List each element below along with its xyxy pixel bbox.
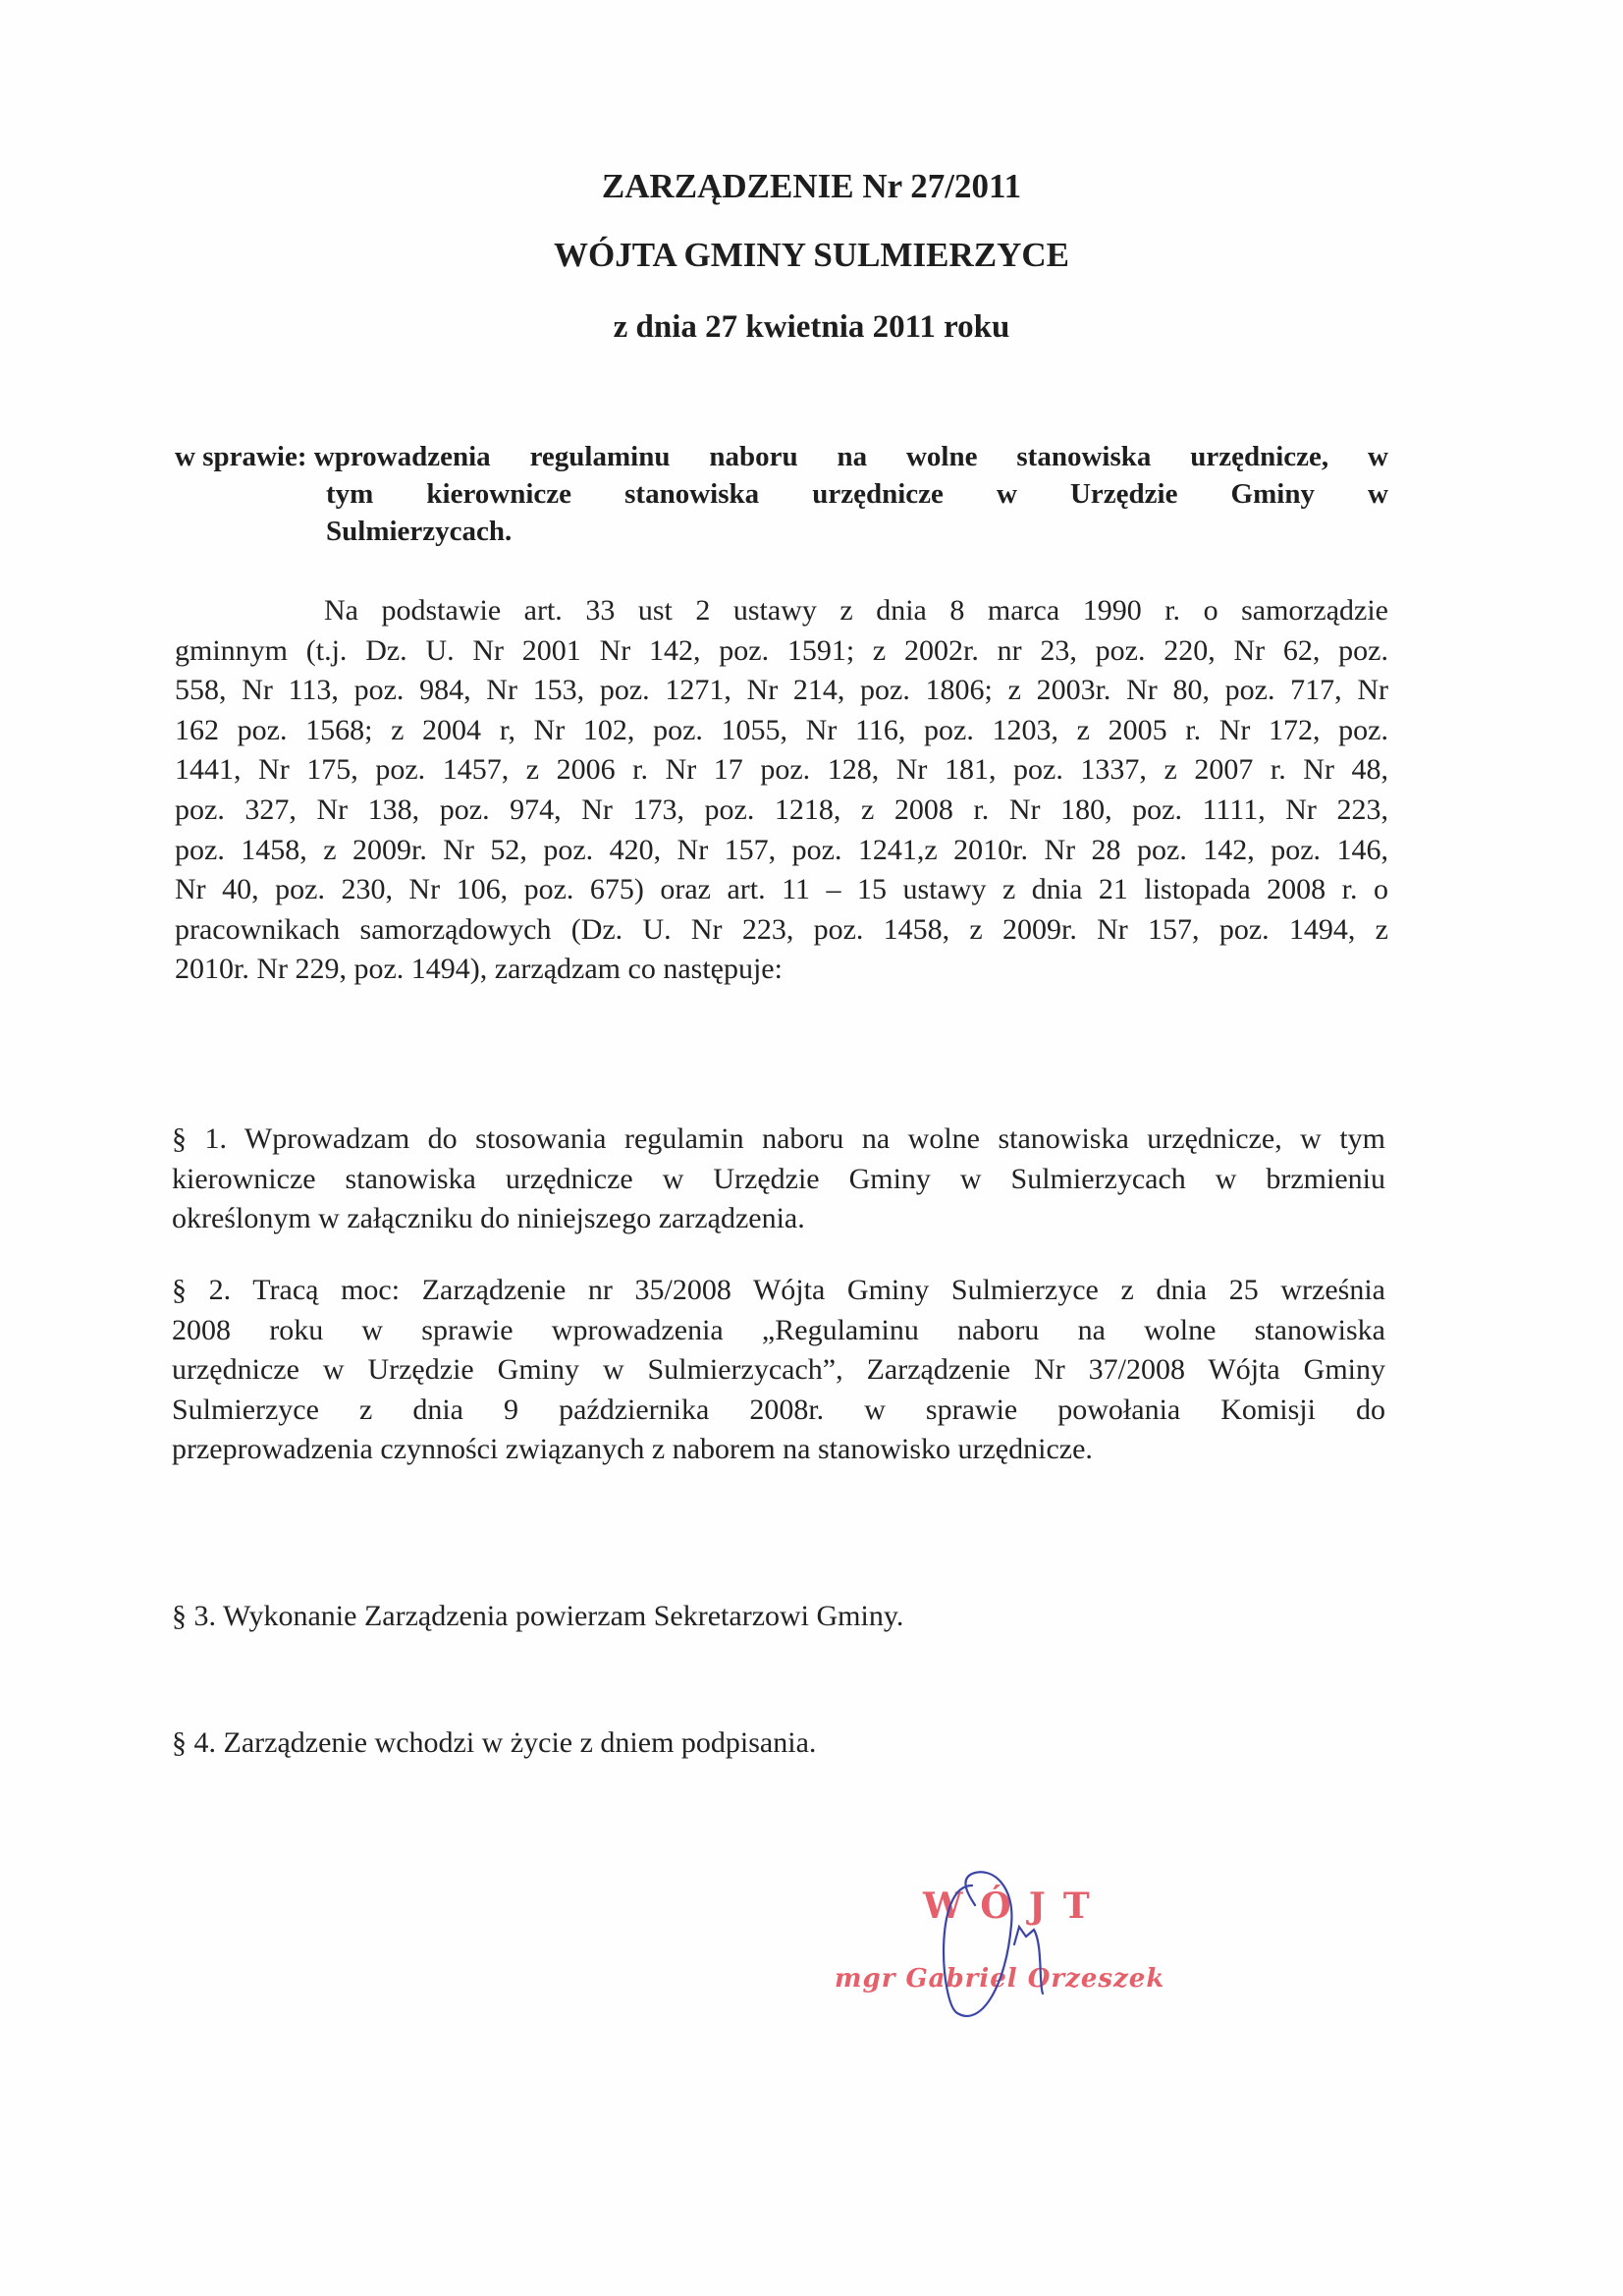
signature-loop (944, 1872, 1011, 2016)
legal-basis-line: 1441, Nr 175, poz. 1457, z 2006 r. Nr 17 poz. 128, Nr 181, poz. 1337, z 2007 r. Nr 48, (175, 753, 1388, 787)
section-line: § 3. Wykonanie Zarządzenia powierzam Sekretarzowi Gminy. (172, 1600, 904, 1632)
section-line: § 2. Tracą moc: Zarządzenie nr 35/2008 Wójta Gminy Sulmierzyce z dnia 25 września (172, 1274, 1385, 1306)
section-line: Sulmierzyce z dnia 9 października 2008r. w sprawie powołania Komisji do (172, 1393, 1385, 1426)
section-line: urzędnicze w Urzędzie Gminy w Sulmierzycach”, Zarządzenie Nr 37/2008 Wójta Gminy (172, 1353, 1385, 1387)
subject-line: wprowadzenia regulaminu naboru na wolne stanowiska urzędnicze, w (313, 441, 1388, 472)
document-title: ZARZĄDZENIE Nr 27/2011 (601, 167, 1022, 205)
section-2 (172, 1271, 1385, 1470)
legal-basis-line: pracownikach samorządowych (Dz. U. Nr 223, poz. 1458, z 2009r. Nr 157, poz. 1494, z (175, 912, 1388, 946)
legal-basis-line: gminnym (t.j. Dz. U. Nr 2001 Nr 142, poz. 1591; z 2002r. nr 23, poz. 220, Nr 62, poz. (175, 633, 1388, 667)
legal-basis-paragraph (175, 591, 1388, 990)
section-3 (172, 1597, 1385, 1637)
legal-basis-line: 2010r. Nr 229, poz. 1494), zarządzam co następuje: (175, 953, 783, 986)
subject-block (175, 438, 1388, 550)
legal-basis-line: Nr 40, poz. 230, Nr 106, poz. 675) oraz art. 11 – 15 ustawy z dnia 21 listopada 2008 r. o (175, 873, 1388, 906)
handwritten-signature (825, 1846, 1159, 2023)
issuing-authority: WÓJTA GMINY SULMIERZYCE (553, 236, 1070, 274)
legal-basis-line: 558, Nr 113, poz. 984, Nr 153, poz. 1271, Nr 214, poz. 1806; z 2003r. Nr 80, poz. 717, Nr (175, 674, 1388, 707)
section-line: § 1. Wprowadzam do stosowania regulamin naboru na wolne stanowiska urzędnicze, w tym (172, 1122, 1385, 1155)
section-4 (172, 1723, 1385, 1764)
section-line: 2008 roku w sprawie wprowadzenia „Regulaminu naboru na wolne stanowiska (172, 1313, 1385, 1346)
section-line: § 4. Zarządzenie wchodzi w życie z dniem podpisania. (172, 1726, 817, 1759)
document-date: z dnia 27 kwietnia 2011 roku (613, 309, 1010, 345)
signature-block (825, 1846, 1165, 2023)
stamp-name: mgr Gabriel Orzeszek (835, 1964, 1165, 1994)
section-line: kierownicze stanowiska urzędnicze w Urzędzie Gminy w Sulmierzycach w brzmieniu (172, 1162, 1385, 1195)
legal-basis-line: Na podstawie art. 33 ust 2 ustawy z dnia 8 marca 1990 r. o samorządzie (324, 594, 1388, 627)
section-line: przeprowadzenia czynności związanych z naborem na stanowisko urzędnicze. (172, 1433, 1093, 1466)
subject-line: tym kierownicze stanowiska urzędnicze w Urzędzie Gminy w (326, 478, 1388, 510)
legal-basis-line: poz. 1458, z 2009r. Nr 52, poz. 420, Nr 157, poz. 1241,z 2010r. Nr 28 poz. 142, poz. 146, (175, 833, 1388, 866)
stamp-title: WÓJT (923, 1886, 1108, 1927)
signature-tail (1014, 1927, 1043, 1994)
subject-label: w sprawie: (175, 441, 314, 472)
legal-basis-line: 162 poz. 1568; z 2004 r, Nr 102, poz. 1055, Nr 116, poz. 1203, z 2005 r. Nr 172, poz. (175, 713, 1388, 746)
subject-line: Sulmierzycach. (326, 516, 513, 547)
legal-basis-line: poz. 327, Nr 138, poz. 974, Nr 173, poz. 1218, z 2008 r. Nr 180, poz. 1111, Nr 223, (175, 793, 1388, 826)
section-1 (172, 1120, 1385, 1239)
section-line: określonym w załączniku do niniejszego zarządzenia. (172, 1202, 805, 1235)
